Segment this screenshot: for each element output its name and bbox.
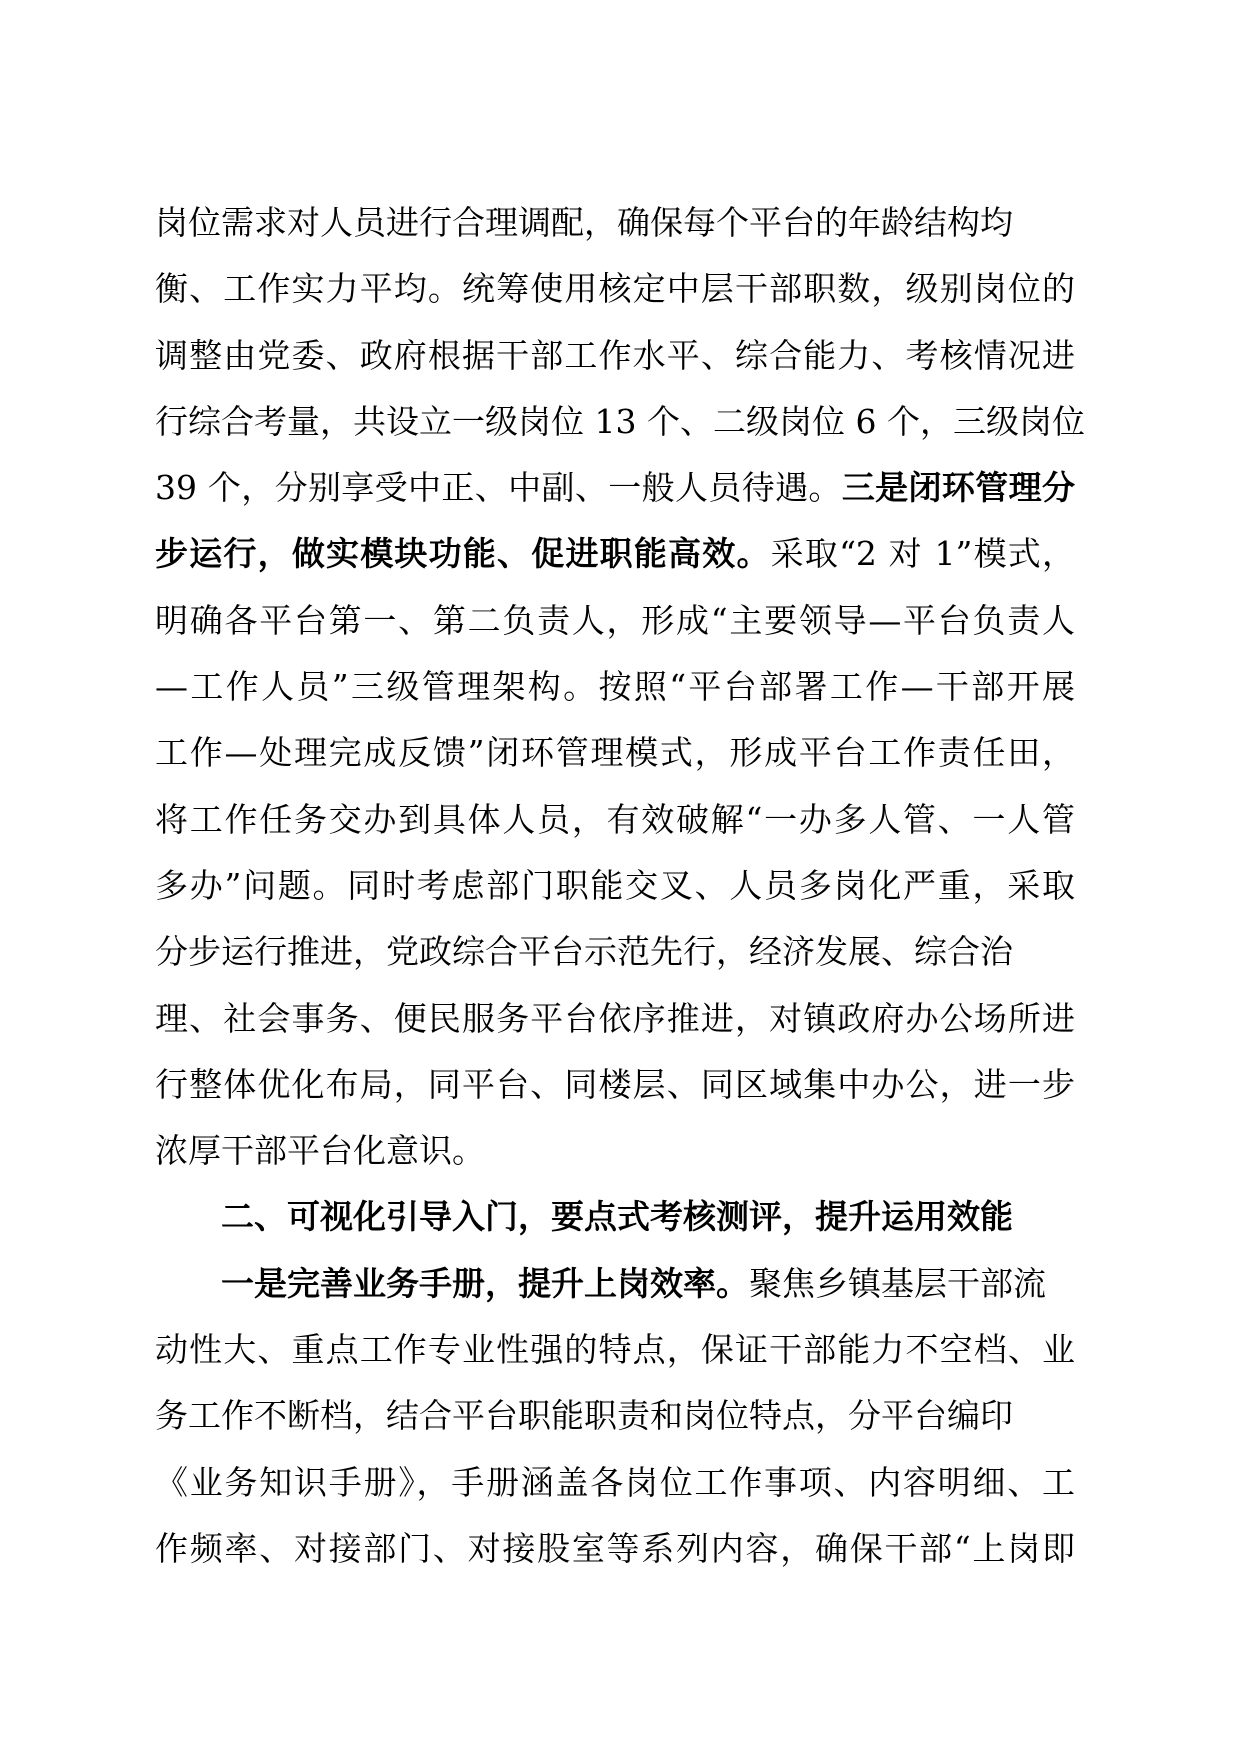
text-line bbox=[155, 256, 1075, 322]
text-run: 务工作不断档，结合平台职能职责和岗位特点，分平台编印 bbox=[155, 1396, 1013, 1436]
text-line bbox=[155, 1516, 1075, 1582]
text-line bbox=[155, 1052, 1075, 1118]
text-line bbox=[155, 1317, 1075, 1383]
text-run: 作频率、对接部门、对接股室等系列内容，确保干部“上岗即 bbox=[155, 1528, 1075, 1568]
text-line bbox=[155, 720, 1075, 786]
text-run: 理、社会事务、便民服务平台依序推进，对镇政府办公场所进 bbox=[155, 998, 1075, 1038]
text-run: 岗位需求对人员进行合理调配，确保每个平台的年龄结构均 bbox=[155, 203, 1013, 242]
text-line bbox=[155, 1450, 1075, 1516]
text-run: 采取“2 对 1”模式， bbox=[770, 534, 1075, 574]
text-line bbox=[155, 323, 1075, 389]
text-line bbox=[155, 588, 1075, 654]
bold-lead-phrase: 一是完善业务手册，提升上岗效率。 bbox=[221, 1263, 749, 1303]
text-line bbox=[155, 787, 1075, 853]
bold-lead-phrase: 三是闭环管理分 bbox=[841, 468, 1076, 508]
text-run: 动性大、重点工作专业性强的特点，保证干部能力不空档、业 bbox=[155, 1330, 1075, 1370]
text-line bbox=[155, 389, 1085, 455]
text-run: 浓厚干部平台化意识。 bbox=[155, 1131, 485, 1171]
text-run: 行综合考量，共设立一级岗位 13 个、二级岗位 6 个，三级岗位 bbox=[155, 401, 1085, 441]
text-line bbox=[155, 919, 1075, 985]
text-run: 衡、工作实力平均。统筹使用核定中层干部职数，级别岗位的 bbox=[155, 269, 1075, 309]
text-run: 调整由党委、政府根据干部工作水平、综合能力、考核情况进 bbox=[155, 335, 1075, 375]
text-run: 将工作任务交办到具体人员，有效破解“一办多人管、一人管 bbox=[155, 799, 1075, 839]
text-line bbox=[155, 1118, 1075, 1184]
text-line bbox=[155, 654, 1075, 720]
section-heading: 二、可视化引导入门，要点式考核测评，提升运用效能 bbox=[221, 1197, 1013, 1237]
text-run: —工作人员”三级管理架构。按照“平台部署工作—干部开展 bbox=[155, 667, 1075, 707]
text-line bbox=[155, 190, 1075, 256]
text-line bbox=[155, 853, 1075, 919]
text-run: 39 个，分别享受中正、中副、一般人员待遇。 bbox=[155, 468, 842, 508]
text-run: 明确各平台第一、第二负责人，形成“主要领导—平台负责人 bbox=[155, 600, 1075, 640]
text-run: 分步运行推进，党政综合平台示范先行，经济发展、综合治 bbox=[155, 932, 1013, 972]
text-line bbox=[155, 1383, 1075, 1449]
text-line bbox=[155, 986, 1075, 1052]
text-line bbox=[155, 1251, 1075, 1317]
body-text bbox=[155, 190, 1085, 1582]
text-run: 多办”问题。同时考虑部门职能交叉、人员多岗化严重，采取 bbox=[155, 865, 1075, 905]
text-run: 聚焦乡镇基层干部流 bbox=[749, 1263, 1046, 1303]
text-line bbox=[155, 455, 1075, 521]
text-run: 《业务知识手册》，手册涵盖各岗位工作事项、内容明细、工 bbox=[155, 1462, 1075, 1502]
text-line bbox=[155, 1184, 1075, 1250]
text-line bbox=[155, 521, 1075, 587]
bold-lead-phrase: 步运行，做实模块功能、促进职能高效。 bbox=[155, 534, 771, 574]
text-run: 工作—处理完成反馈”闭环管理模式，形成平台工作责任田， bbox=[155, 733, 1075, 773]
text-run: 行整体优化布局，同平台、同楼层、同区域集中办公，进一步 bbox=[155, 1064, 1075, 1104]
